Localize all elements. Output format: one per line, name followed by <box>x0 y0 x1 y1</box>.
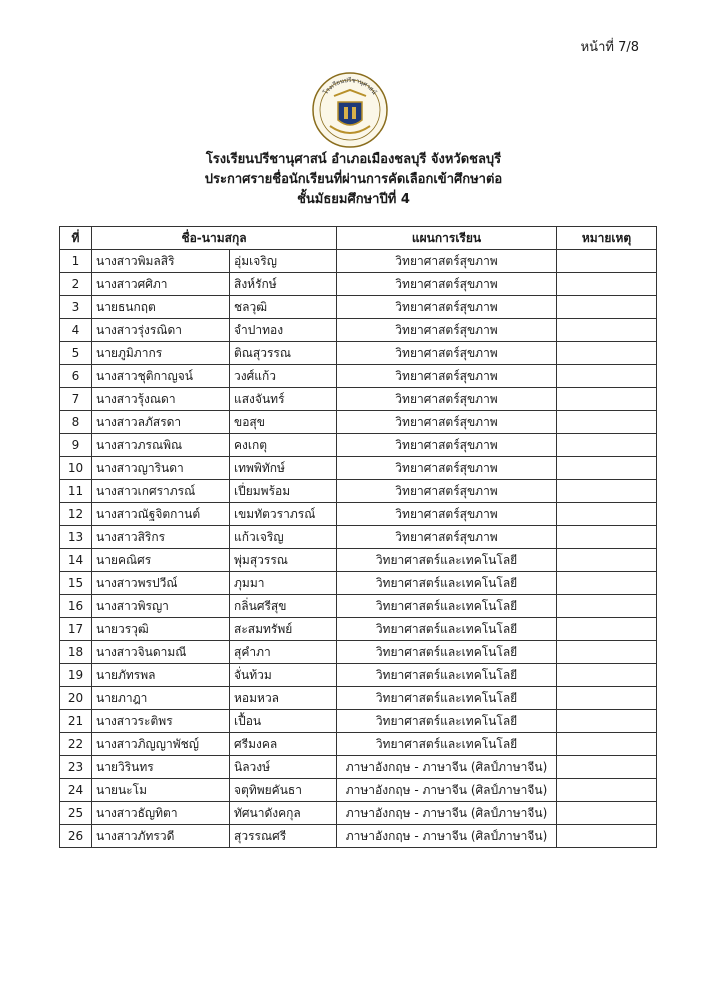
student-first-name: นางสาวลภัสรดา <box>92 411 230 434</box>
student-first-name: นายธนกฤต <box>92 296 230 319</box>
study-program: วิทยาศาสตร์สุขภาพ <box>337 388 557 411</box>
row-number: 10 <box>60 457 92 480</box>
student-first-name: นางสาวสิริกร <box>92 526 230 549</box>
table-row <box>60 503 657 526</box>
study-program: วิทยาศาสตร์สุขภาพ <box>337 250 557 273</box>
study-program: วิทยาศาสตร์สุขภาพ <box>337 273 557 296</box>
row-number: 20 <box>60 687 92 710</box>
remark-cell <box>557 756 657 779</box>
logo-text: โรงเรียนปรีชานุศาสน์ <box>322 76 378 97</box>
student-first-name: นางสาวระติพร <box>92 710 230 733</box>
student-last-name: เขมทัตวราภรณ์ <box>230 503 337 526</box>
row-number: 24 <box>60 779 92 802</box>
study-program: วิทยาศาสตร์สุขภาพ <box>337 480 557 503</box>
remark-cell <box>557 480 657 503</box>
row-number: 19 <box>60 664 92 687</box>
student-last-name: ชลวุฒิ <box>230 296 337 319</box>
study-program: วิทยาศาสตร์และเทคโนโลยี <box>337 664 557 687</box>
remark-cell <box>557 802 657 825</box>
student-last-name: เปี่ยมพร้อม <box>230 480 337 503</box>
student-last-name: ศรีมงคล <box>230 733 337 756</box>
student-first-name: นางสาวรุ่งรณิดา <box>92 319 230 342</box>
remark-cell <box>557 434 657 457</box>
table-row <box>60 756 657 779</box>
remark-cell <box>557 526 657 549</box>
remark-cell <box>557 779 657 802</box>
student-last-name: นิลวงษ์ <box>230 756 337 779</box>
study-program: วิทยาศาสตร์และเทคโนโลยี <box>337 572 557 595</box>
student-last-name: แสงจันทร์ <box>230 388 337 411</box>
table-row <box>60 618 657 641</box>
student-first-name: นายภูมิภากร <box>92 342 230 365</box>
student-last-name: เปื้อน <box>230 710 337 733</box>
table-row <box>60 365 657 388</box>
student-first-name: นายนะโม <box>92 779 230 802</box>
remark-cell <box>557 641 657 664</box>
study-program: วิทยาศาสตร์และเทคโนโลยี <box>337 549 557 572</box>
study-program: วิทยาศาสตร์สุขภาพ <box>337 319 557 342</box>
table-row <box>60 411 657 434</box>
document-header <box>0 150 707 210</box>
remark-cell <box>557 388 657 411</box>
row-number: 16 <box>60 595 92 618</box>
study-program: ภาษาอังกฤษ - ภาษาจีน (ศิลป์ภาษาจีน) <box>337 756 557 779</box>
student-last-name: ภุมมา <box>230 572 337 595</box>
table-row <box>60 572 657 595</box>
table-row <box>60 480 657 503</box>
student-first-name: นางสาวรุ้งณดา <box>92 388 230 411</box>
student-first-name: นางสาวภัทรวดี <box>92 825 230 848</box>
student-last-name: แก้วเจริญ <box>230 526 337 549</box>
table-row <box>60 549 657 572</box>
student-first-name: นางสาวญารินดา <box>92 457 230 480</box>
table-row <box>60 296 657 319</box>
study-program: วิทยาศาสตร์และเทคโนโลยี <box>337 710 557 733</box>
student-first-name: นายวิรินทร <box>92 756 230 779</box>
table-row <box>60 825 657 848</box>
study-program: วิทยาศาสตร์และเทคโนโลยี <box>337 618 557 641</box>
student-last-name: ทัศนาดังคกุล <box>230 802 337 825</box>
row-number: 26 <box>60 825 92 848</box>
student-last-name: คงเกตุ <box>230 434 337 457</box>
remark-cell <box>557 457 657 480</box>
table-row <box>60 273 657 296</box>
remark-cell <box>557 319 657 342</box>
student-last-name: กลิ่นศรีสุข <box>230 595 337 618</box>
student-last-name: สุวรรณศรี <box>230 825 337 848</box>
table-row <box>60 250 657 273</box>
remark-cell <box>557 250 657 273</box>
remark-cell <box>557 710 657 733</box>
student-last-name: ขอสุข <box>230 411 337 434</box>
remark-cell <box>557 664 657 687</box>
student-first-name: นางสาวภรณพิณ <box>92 434 230 457</box>
row-number: 15 <box>60 572 92 595</box>
student-first-name: นายภัทรพล <box>92 664 230 687</box>
student-last-name: วงศ์แก้ว <box>230 365 337 388</box>
student-first-name: นางสาวเกศราภรณ์ <box>92 480 230 503</box>
student-first-name: นางสาวพิรญา <box>92 595 230 618</box>
remark-cell <box>557 572 657 595</box>
student-first-name: นายคณิศร <box>92 549 230 572</box>
student-first-name: นางสาวจินดามณี <box>92 641 230 664</box>
table-row <box>60 526 657 549</box>
column-header-no: ที่ <box>60 227 92 250</box>
study-program: วิทยาศาสตร์สุขภาพ <box>337 526 557 549</box>
study-program: วิทยาศาสตร์และเทคโนโลยี <box>337 641 557 664</box>
study-program: ภาษาอังกฤษ - ภาษาจีน (ศิลป์ภาษาจีน) <box>337 802 557 825</box>
student-first-name: นางสาวภิญญาพัชญ์ <box>92 733 230 756</box>
table-row <box>60 342 657 365</box>
table-row <box>60 388 657 411</box>
remark-cell <box>557 549 657 572</box>
row-number: 18 <box>60 641 92 664</box>
study-program: วิทยาศาสตร์และเทคโนโลยี <box>337 733 557 756</box>
remark-cell <box>557 595 657 618</box>
student-last-name: สะสมทรัพย์ <box>230 618 337 641</box>
row-number: 4 <box>60 319 92 342</box>
table-body <box>60 250 657 848</box>
student-first-name: นางสาวศศิภา <box>92 273 230 296</box>
student-last-name: สุคำภา <box>230 641 337 664</box>
table-row <box>60 733 657 756</box>
study-program: วิทยาศาสตร์สุขภาพ <box>337 296 557 319</box>
remark-cell <box>557 825 657 848</box>
remark-cell <box>557 342 657 365</box>
student-first-name: นางสาวณัฐจิตกานต์ <box>92 503 230 526</box>
row-number: 5 <box>60 342 92 365</box>
row-number: 6 <box>60 365 92 388</box>
column-header-remark: หมายเหตุ <box>557 227 657 250</box>
row-number: 11 <box>60 480 92 503</box>
announcement-title: ประกาศรายชื่อนักเรียนที่ผ่านการคัดเลือกเข้าศึกษาต่อ <box>204 172 503 187</box>
student-last-name: จั่นท้วม <box>230 664 337 687</box>
student-last-name: จำปาทอง <box>230 319 337 342</box>
table-row <box>60 802 657 825</box>
study-program: วิทยาศาสตร์สุขภาพ <box>337 342 557 365</box>
grade-level: ชั้นมัธยมศึกษาปีที่ 4 <box>297 192 410 207</box>
remark-cell <box>557 296 657 319</box>
table-row <box>60 434 657 457</box>
table-row <box>60 664 657 687</box>
table-row <box>60 595 657 618</box>
table-row <box>60 687 657 710</box>
table-row <box>60 319 657 342</box>
student-last-name: หอมหวล <box>230 687 337 710</box>
table-row <box>60 779 657 802</box>
row-number: 12 <box>60 503 92 526</box>
row-number: 14 <box>60 549 92 572</box>
remark-cell <box>557 273 657 296</box>
row-number: 22 <box>60 733 92 756</box>
study-program: วิทยาศาสตร์สุขภาพ <box>337 411 557 434</box>
row-number: 7 <box>60 388 92 411</box>
remark-cell <box>557 618 657 641</box>
row-number: 17 <box>60 618 92 641</box>
study-program: วิทยาศาสตร์สุขภาพ <box>337 365 557 388</box>
column-header-program: แผนการเรียน <box>337 227 557 250</box>
remark-cell <box>557 733 657 756</box>
table-row <box>60 457 657 480</box>
row-number: 21 <box>60 710 92 733</box>
student-first-name: นายภาฎา <box>92 687 230 710</box>
study-program: วิทยาศาสตร์สุขภาพ <box>337 434 557 457</box>
student-last-name: อุ่มเจริญ <box>230 250 337 273</box>
school-title: โรงเรียนปรีชานุศาสน์ อำเภอเมืองชลบุรี จังหวัดชลบุรี <box>205 152 502 167</box>
school-crest-icon <box>310 70 390 150</box>
row-number: 9 <box>60 434 92 457</box>
study-program: ภาษาอังกฤษ - ภาษาจีน (ศิลป์ภาษาจีน) <box>337 825 557 848</box>
remark-cell <box>557 365 657 388</box>
remark-cell <box>557 687 657 710</box>
study-program: วิทยาศาสตร์และเทคโนโลยี <box>337 687 557 710</box>
table-header-row <box>60 227 657 250</box>
study-program: วิทยาศาสตร์และเทคโนโลยี <box>337 595 557 618</box>
student-first-name: นางสาวธัญทิตา <box>92 802 230 825</box>
column-header-name: ชื่อ-นามสกุล <box>92 227 337 250</box>
remark-cell <box>557 503 657 526</box>
page-number: หน้าที่ 7/8 <box>580 40 639 55</box>
row-number: 25 <box>60 802 92 825</box>
student-first-name: นายวรวุฒิ <box>92 618 230 641</box>
student-last-name: พุ่มสุวรรณ <box>230 549 337 572</box>
row-number: 23 <box>60 756 92 779</box>
row-number: 1 <box>60 250 92 273</box>
row-number: 3 <box>60 296 92 319</box>
student-last-name: จตุทิพยคันธา <box>230 779 337 802</box>
student-first-name: นางสาวชุติกาญจน์ <box>92 365 230 388</box>
study-program: วิทยาศาสตร์สุขภาพ <box>337 457 557 480</box>
student-first-name: นางสาวพิมลสิริ <box>92 250 230 273</box>
study-program: ภาษาอังกฤษ - ภาษาจีน (ศิลป์ภาษาจีน) <box>337 779 557 802</box>
row-number: 8 <box>60 411 92 434</box>
table-row <box>60 641 657 664</box>
student-first-name: นางสาวพรปวีณ์ <box>92 572 230 595</box>
row-number: 13 <box>60 526 92 549</box>
student-last-name: เทพพิทักษ์ <box>230 457 337 480</box>
table-row <box>60 710 657 733</box>
remark-cell <box>557 411 657 434</box>
row-number: 2 <box>60 273 92 296</box>
study-program: วิทยาศาสตร์สุขภาพ <box>337 503 557 526</box>
student-table <box>59 226 657 848</box>
student-last-name: สิงห์รักษ์ <box>230 273 337 296</box>
student-last-name: ติณสุวรรณ <box>230 342 337 365</box>
